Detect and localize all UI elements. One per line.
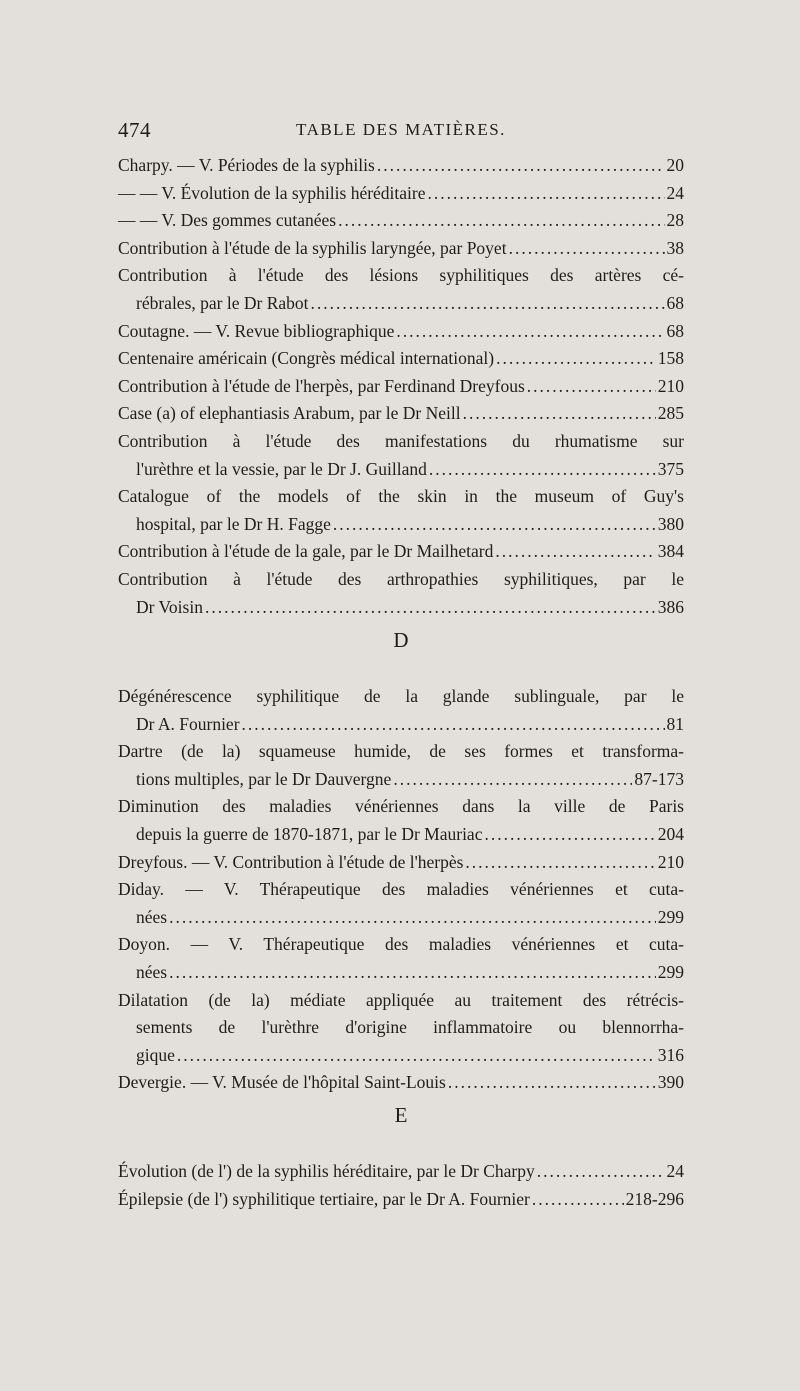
entry-page-ref: 390 <box>657 1072 684 1093</box>
entry-title: hospital, par le Dr H. Fagge <box>136 513 331 534</box>
entry-leader-line <box>118 1042 684 1070</box>
index-entry <box>118 400 684 428</box>
index-entry <box>118 1069 684 1097</box>
index-block <box>118 152 684 621</box>
entry-text-line: Contribution à l'étude des lésions syphilitiques des artères cé- <box>118 265 684 286</box>
entry-text-line: sements de l'urèthre d'origine inflammatoire ou blennorrha- <box>136 1017 684 1038</box>
dot-leader <box>537 1158 665 1186</box>
entry-title: Contribution à l'étude de la gale, par le Dr Mailhetard <box>118 541 494 562</box>
dot-leader <box>496 345 656 373</box>
index-block <box>118 683 684 1097</box>
entry-leader-line <box>118 180 684 208</box>
dot-leader <box>396 318 664 346</box>
index-entry <box>118 566 684 621</box>
entry-leader-line <box>118 959 684 987</box>
entry-title: rébrales, par le Dr Rabot <box>136 292 309 313</box>
entry-page-ref: 386 <box>657 596 684 617</box>
dot-leader <box>169 904 656 932</box>
index-entry <box>118 373 684 401</box>
entry-leader-line <box>118 1069 684 1097</box>
entry-page-ref: 158 <box>657 348 684 369</box>
dot-leader <box>532 1186 624 1214</box>
entry-page-ref: 28 <box>666 210 684 231</box>
entry-text-line: Diminution des maladies vénériennes dans la ville de Paris <box>118 796 684 817</box>
entry-page-ref: 68 <box>666 292 684 313</box>
entry-title: Dr A. Fournier <box>136 713 240 734</box>
entry-page-ref: 87-173 <box>634 768 684 789</box>
dot-leader <box>393 766 632 794</box>
entry-text-line: Dilatation (de la) médiate appliquée au traitement des rétrécis- <box>118 989 684 1010</box>
index-entry <box>118 538 684 566</box>
entry-title: Contribution à l'étude de la syphilis laryngée, par Poyet <box>118 237 507 258</box>
entry-page-ref: 299 <box>657 906 684 927</box>
entry-leader-line <box>118 511 684 539</box>
entry-title: Coutagne. — V. Revue bibliographique <box>118 320 395 341</box>
entry-leader-line <box>118 904 684 932</box>
entry-page-ref: 204 <box>657 823 684 844</box>
entry-title: Évolution (de l') de la syphilis héréditaire, par le Dr Charpy <box>118 1161 535 1181</box>
index-entry <box>118 876 684 931</box>
index-entry <box>118 235 684 263</box>
entry-leader-line <box>118 849 684 877</box>
dot-leader <box>509 235 665 263</box>
entry-page-ref: 210 <box>657 375 684 396</box>
entry-leader-line <box>118 152 684 180</box>
dot-leader <box>484 821 655 849</box>
entry-page-ref: 299 <box>657 961 684 982</box>
index-entry <box>118 180 684 208</box>
section-letter-e: E <box>394 1103 408 1127</box>
dot-leader <box>463 400 656 428</box>
entry-leader-line <box>118 821 684 849</box>
entry-page-ref: 375 <box>657 458 684 479</box>
index-entry <box>118 318 684 346</box>
index-entry <box>118 262 684 317</box>
entry-text-line: Diday. — V. Thérapeutique des maladies vénériennes et cuta- <box>118 879 684 900</box>
entry-text-line: Dégénérescence syphilitique de la glande sublinguale, par le <box>118 686 684 706</box>
dot-leader <box>429 456 656 484</box>
entry-text-line: Contribution à l'étude des manifestations du rhumatisme sur <box>118 430 684 451</box>
index-entry <box>118 483 684 538</box>
entry-page-ref: 24 <box>666 182 684 203</box>
entry-text-line: Contribution à l'étude des arthropathies syphilitiques, par le <box>118 568 684 589</box>
entry-title: l'urèthre et la vessie, par le Dr J. Guilland <box>136 458 427 479</box>
index-entry <box>118 1158 684 1186</box>
entry-page-ref: 210 <box>657 851 684 872</box>
index-entry <box>118 738 684 793</box>
entry-title: Dr Voisin <box>136 596 203 617</box>
entry-page-ref: 81 <box>666 713 684 734</box>
dot-leader <box>495 538 655 566</box>
entry-leader-line <box>118 594 684 622</box>
dot-leader <box>465 849 655 877</box>
entry-title: Épilepsie (de l') syphilitique tertiaire, par le Dr A. Fournier <box>118 1188 530 1209</box>
entry-title: Centenaire américain (Congrès médical international) <box>118 348 495 369</box>
entry-title: Devergie. — V. Musée de l'hôpital Saint-Louis <box>118 1072 446 1093</box>
entry-leader-line <box>118 1186 684 1214</box>
entry-leader-line <box>118 290 684 318</box>
entry-title: tions multiples, par le Dr Dauvergne <box>136 768 392 789</box>
entry-title: nées <box>136 961 168 982</box>
entry-page-ref: 316 <box>657 1044 684 1065</box>
dot-leader <box>333 511 656 539</box>
entry-page-ref: 380 <box>657 513 684 534</box>
entry-title: — — V. Des gommes cutanées <box>118 210 337 231</box>
dot-leader <box>177 1042 656 1070</box>
index-entry <box>118 931 684 986</box>
entry-page-ref: 38 <box>666 237 684 258</box>
index-entry <box>118 849 684 877</box>
entry-title: gique <box>136 1044 175 1065</box>
dot-leader <box>428 180 665 208</box>
entry-page-ref: 285 <box>657 403 684 424</box>
section-letter-d: D <box>393 628 409 652</box>
header-title: TABLE DES MATIÈRES. <box>296 120 506 139</box>
entry-page-ref: 218-296 <box>625 1188 684 1209</box>
entry-leader-line <box>118 400 684 428</box>
entry-leader-line <box>118 235 684 263</box>
entry-leader-line <box>118 1158 684 1186</box>
index-block <box>118 1158 684 1213</box>
entry-leader-line <box>118 766 684 794</box>
dot-leader <box>205 594 656 622</box>
running-head <box>118 118 684 148</box>
entry-page-ref: 68 <box>666 320 684 341</box>
entry-text-line: Doyon. — V. Thérapeutique des maladies vénériennes et cuta- <box>118 934 684 955</box>
index-entry <box>118 428 684 483</box>
dot-leader <box>242 711 665 739</box>
index-entry <box>118 987 684 1070</box>
entry-text-line: Dartre (de la) squameuse humide, de ses formes et transforma- <box>118 741 684 762</box>
page-number: 474 <box>118 118 151 142</box>
dot-leader <box>527 373 656 401</box>
entry-text-line: Catalogue of the models of the skin in the museum of Guy's <box>118 486 684 507</box>
dot-leader <box>338 207 664 235</box>
entry-leader-line <box>118 207 684 235</box>
entry-title: depuis la guerre de 1870-1871, par le Dr Mauriac <box>136 823 483 844</box>
dot-leader <box>377 152 665 180</box>
entry-leader-line <box>118 456 684 484</box>
entry-page-ref: 20 <box>666 155 684 175</box>
entry-title: Charpy. — V. Périodes de la syphilis <box>118 155 375 175</box>
entry-leader-line <box>118 538 684 566</box>
index-entry <box>118 793 684 848</box>
dot-leader <box>311 290 665 318</box>
entry-leader-line <box>118 318 684 346</box>
entry-title: Contribution à l'étude de l'herpès, par Ferdinand Dreyfous <box>118 375 525 396</box>
dot-leader <box>448 1069 656 1097</box>
index-entry <box>118 207 684 235</box>
index-entry <box>118 345 684 373</box>
entry-leader-line <box>118 373 684 401</box>
entry-page-ref: 24 <box>666 1161 684 1181</box>
entry-title: — — V. Évolution de la syphilis héréditaire <box>118 182 426 203</box>
index-entry <box>118 1186 684 1214</box>
index-entry <box>118 683 684 738</box>
index-entry <box>118 152 684 180</box>
entry-leader-line <box>118 345 684 373</box>
entry-title: nées <box>136 906 168 927</box>
entry-title: Dreyfous. — V. Contribution à l'étude de l'herpès <box>118 851 464 872</box>
entry-title: Case (a) of elephantiasis Arabum, par le Dr Neill <box>118 403 461 424</box>
dot-leader <box>169 959 656 987</box>
entry-leader-line <box>118 711 684 739</box>
entry-page-ref: 384 <box>657 541 684 562</box>
